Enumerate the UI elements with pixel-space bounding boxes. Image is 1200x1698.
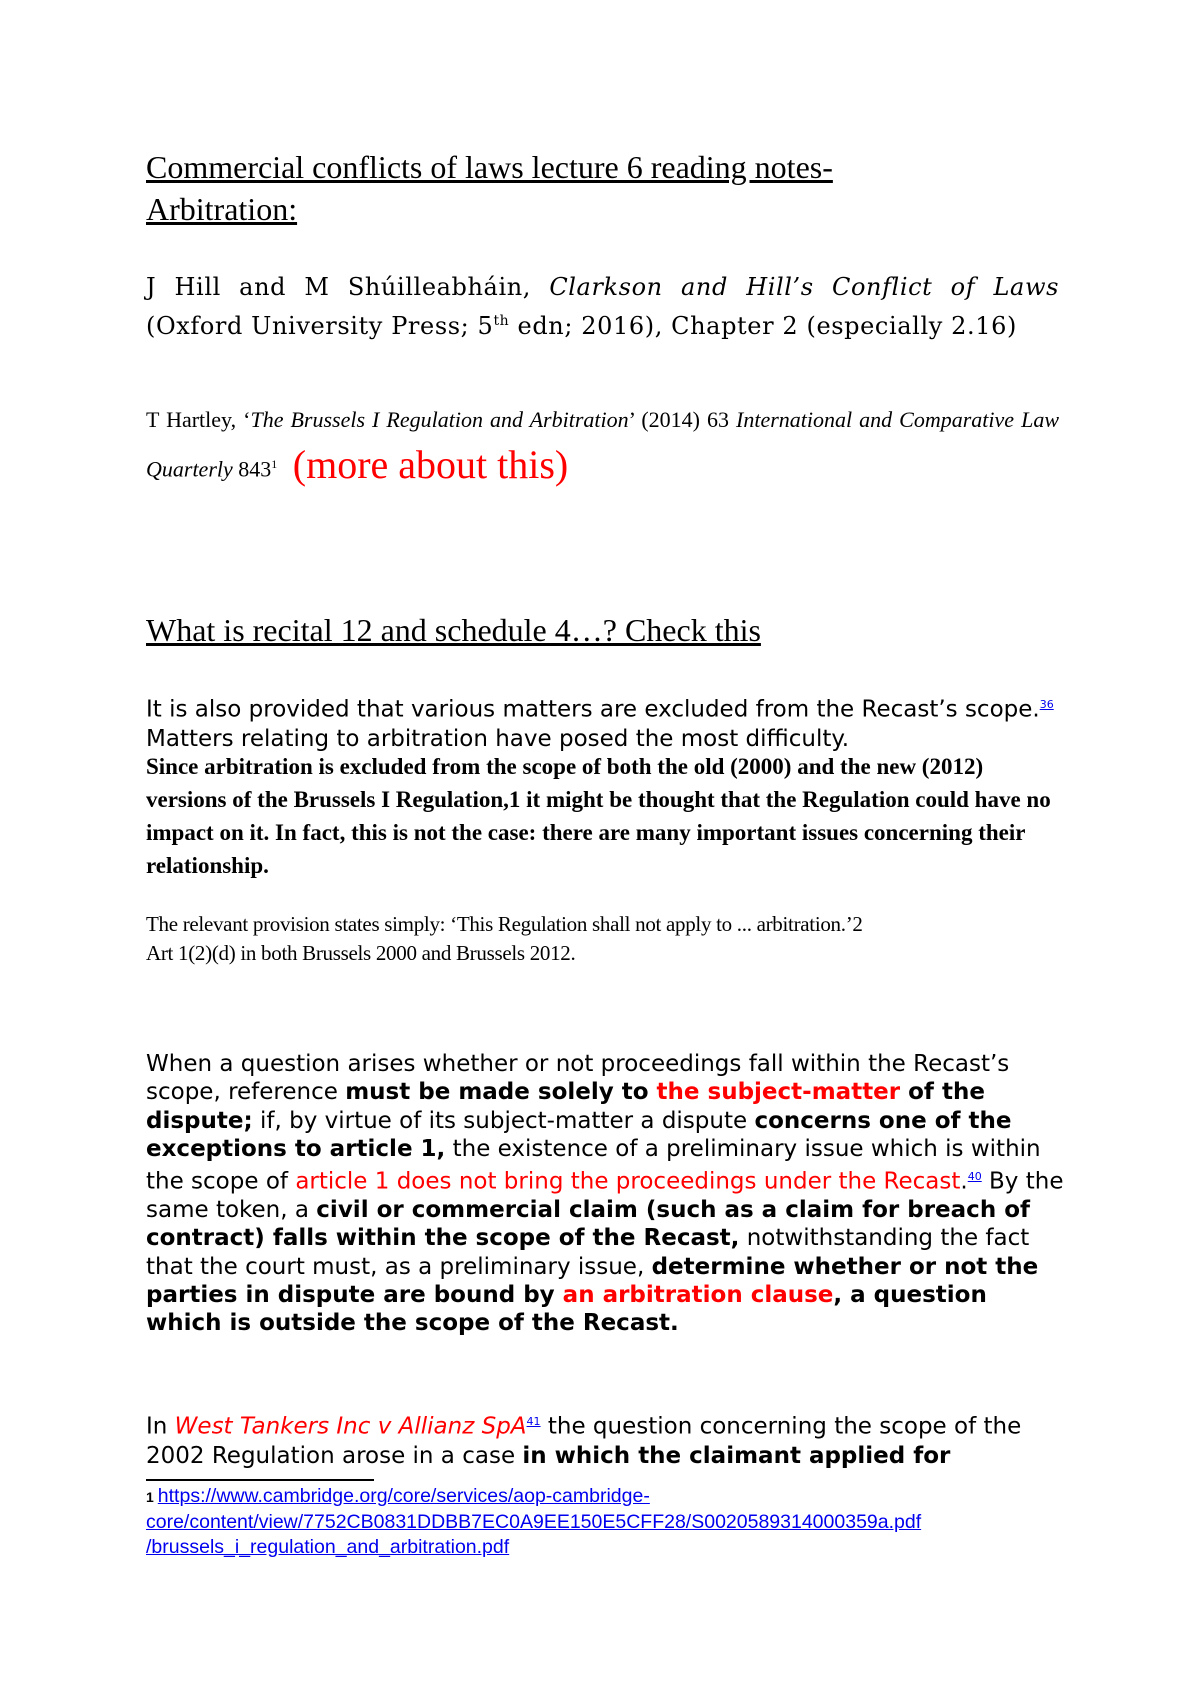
footnote-number: 1 [146, 1489, 154, 1505]
footnote [146, 1484, 1066, 1560]
paragraph-scope: It is also provided that various matters are excluded from the Recast’s scope.$^{36}$ Matters relating to arbitration have posed the most difficulty. [146, 696, 1054, 752]
title-line-2: Arbitration: [146, 191, 298, 227]
red-note: (more about this) [292, 442, 569, 488]
section-heading: What is recital 12 and schedule 4…? Check this [146, 612, 761, 648]
page-title [146, 146, 1059, 230]
paragraph-bold-summary: Since arbitration is excluded from the scope of both the old (2000) and the new (2012) versions of the Brussels I Regulation,1 it might be thought that the Regulation could have no impact on it. In fact, this is not the case: there are many important issues concerning their relationship. [146, 754, 1051, 878]
title-line-1: Commercial conflicts of laws lecture 6 reading notes- [146, 149, 833, 185]
reference-hartley: T Hartley, ‘The Brussels I Regulation and Arbitration’ (2014) 63 International and Comparative Law Quarterly $843^1$ (more about this) [146, 407, 1059, 488]
reference-hill: J Hill and M Shúilleabháin, Clarkson and Hill’s Conflict of Laws (Oxford University Press; 5th edn; 2016), Chapter 2 (especially 2.16) [146, 273, 1059, 340]
footnote-url[interactable]: https://www.cambridge.org/core/services/aop-cambridge- core/content/view/7752CB0831DDBB7EC0A9EE150E5CFF28/S0020589314000359a.pdf /brussels_i_regulation_and_arbitration.pdf [146, 1485, 922, 1558]
paragraph-subject-matter: When a question arises whether or not proceedings fall within the Recast’s scope, reference must be made solely to the subject-matter of the dispute; if, by virtue of its subject-matter a dispute concerns one of the exceptions to article 1, the existence of a preliminary issue which is within the scope of article 1 does not bring the proceedings under the Recast.$^{40}$ By the same token, a civil or commercial claim (such as a claim for breach of contract) falls within the scope of the Recast, notwithstanding the fact that the court must, as a preliminary issue, determine whether or not the parties in dispute are bound by an arbitration clause, a question which is outside the scope of the Recast. [146, 1051, 1064, 1337]
footnote-link-41[interactable]: 41 [526, 1415, 541, 1428]
journal-title: International and Comparative Law Quarterly [146, 407, 1059, 482]
footnote-link-40[interactable]: 40 [967, 1170, 982, 1184]
footnote-separator [146, 1479, 374, 1481]
footnote-marker: 1 [271, 457, 278, 471]
footnote-link-36[interactable]: 36 [1039, 698, 1054, 711]
case-name: West Tankers Inc v Allianz SpA [174, 1413, 527, 1440]
book-title: Clarkson and Hill’s Conflict of Laws [549, 273, 1059, 301]
paragraph-provision: The relevant provision states simply: ‘This Regulation shall not apply to ... arbitration.’2 Art 1(2)(d) in both Brussels 2000 and Brussels 2012. [146, 912, 863, 965]
article-title: The Brussels I Regulation and Arbitration [250, 407, 629, 432]
paragraph-west-tankers: In West Tankers Inc v Allianz SpA$^{41}$ the question concerning the scope of the 2002 Regulation arose in a case in which the claimant applied for [146, 1413, 1022, 1469]
